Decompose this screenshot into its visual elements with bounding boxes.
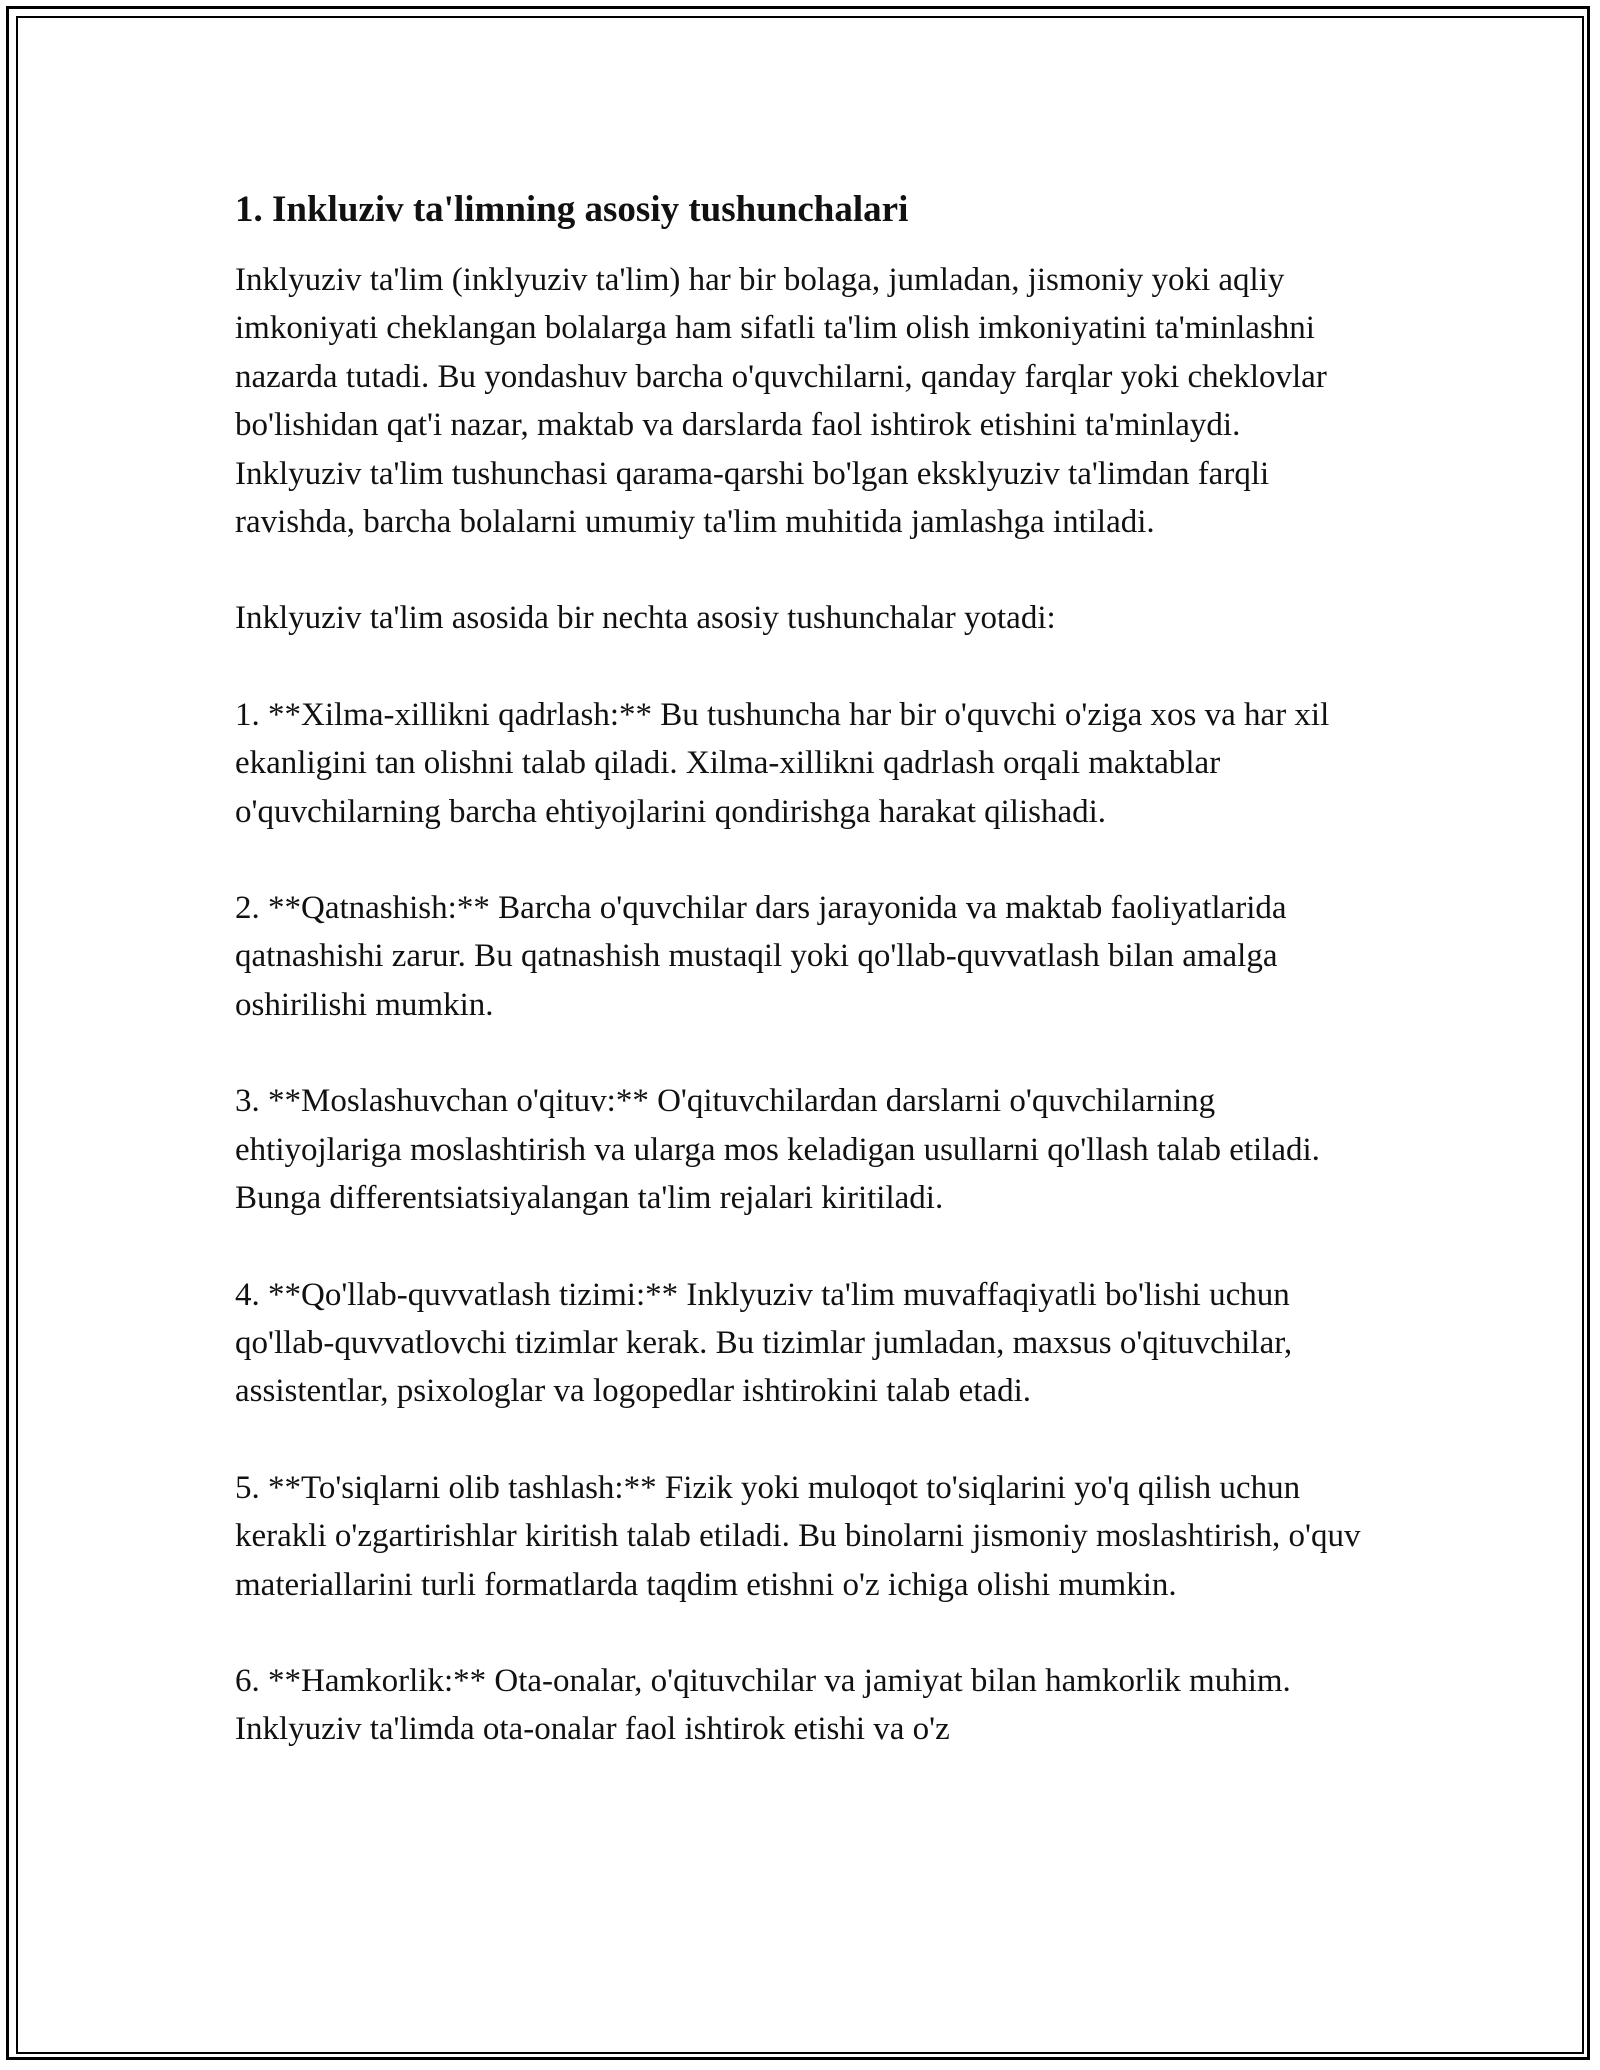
concepts-lead-paragraph: Inklyuziv ta'lim asosida bir nechta asosiy tushunchalar yotadi: — [235, 600, 1056, 637]
document-body — [235, 186, 1365, 1802]
concept-item-flexible-teaching: 3. **Moslashuvchan o'qituv:** O'qituvchilardan darslarni o'quvchilarning ehtiyojlariga moslashtirish va ularga mos keladigan usullarni qo'llash talab etiladi. Bunga differentsiatsiyalangan ta'lim rejalari kiritiladi. — [235, 1083, 1320, 1217]
intro-paragraph: Inklyuziv ta'lim (inklyuziv ta'lim) har bir bolaga, jumladan, jismoniy yoki aqliy imkoniyati cheklangan bolalarga ham sifatli ta'lim olish imkoniyatini ta'minlashni nazarda tutadi. Bu yondashuv barcha o'quvchilarni, qanday farqlar yoki cheklovlar bo'lishidan qat'i nazar, maktab va darslarda faol ishtirok etishini ta'minlaydi. Inklyuziv ta'lim tushunchasi qarama-qarshi bo'lgan eksklyuziv ta'limdan farqli ravishda, barcha bolalarni umumiy ta'lim muhitida jamlashga intiladi. — [235, 262, 1327, 541]
concept-item-support-system: 4. **Qo'llab-quvvatlash tizimi:** Inklyuziv ta'lim muvaffaqiyatli bo'lishi uchun qo'llab-quvvatlovchi tizimlar kerak. Bu tizimlar jumladan, maxsus o'qituvchilar, assistentlar, psixologlar va logopedlar ishtirokini talab etadi. — [235, 1276, 1293, 1410]
section-heading: 1. Inkluziv ta'limning asosiy tushunchalari — [235, 189, 909, 230]
concept-item-removing-barriers: 5. **To'siqlarni olib tashlash:** Fizik yoki muloqot to'siqlarini yo'q qilish uchun kerakli o'zgartirishlar kiritish talab etiladi. Bu binolarni jismoniy moslashtirish, o'quv materiallarini turli formatlarda taqdim etishni o'z ichiga olishi mumkin. — [235, 1469, 1361, 1603]
concept-item-participation: 2. **Qatnashish:** Barcha o'quvchilar dars jarayonida va maktab faoliyatlarida qatnashishi zarur. Bu qatnashish mustaqil yoki qo'llab-quvvatlash bilan amalga oshirilishi mumkin. — [235, 890, 1287, 1023]
concept-item-collaboration: 6. **Hamkorlik:** Ota-onalar, o'qituvchilar va jamiyat bilan hamkorlik muhim. Inklyuziv ta'limda ota-onalar faol ishtirok etishi va o'z — [235, 1662, 1291, 1748]
concept-item-diversity: 1. **Xilma-xillikni qadrlash:** Bu tushuncha har bir o'quvchi o'ziga xos va har xil ekanligini tan olishni talab qiladi. Xilma-xillikni qadrlash orqali maktablar o'quvchilarning barcha ehtiyojlarini qondirishga harakat qilishadi. — [235, 696, 1330, 830]
